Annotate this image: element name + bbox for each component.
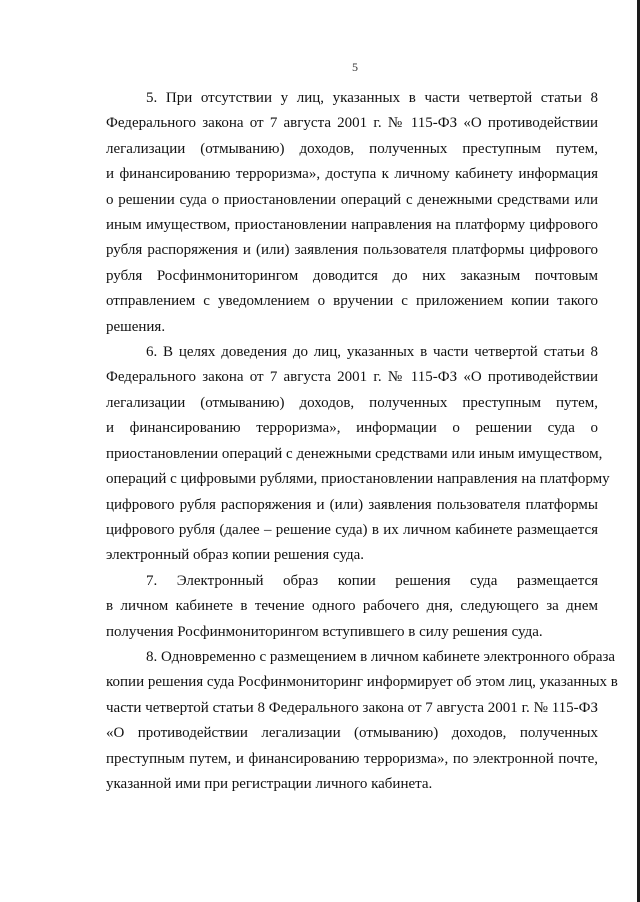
paragraph-line: приостановлении операций с денежными средствами или иным имуществом, (106, 445, 603, 462)
paragraph-line: получения Росфинмониторингом вступившего в силу решения суда. (106, 623, 543, 640)
paragraph-line: 7. Электронный образ копии решения суда размещается (146, 572, 598, 589)
paragraph-line: электронный образ копии решения суда. (106, 547, 364, 564)
paragraph-line: «О противодействии легализации (отмыванию) доходов, полученных (106, 725, 598, 742)
paragraph-line: и финансированию терроризма», информации о решении суда о (106, 420, 598, 437)
paragraph-line: рубля Росфинмониторингом доводится до них заказным почтовым (106, 267, 598, 284)
page-number: 5 (352, 60, 358, 74)
paragraph-8 (106, 645, 618, 797)
paragraph-line: отправлением с уведомлением о вручении с приложением копии такого (106, 293, 598, 310)
paragraph-6 (106, 340, 610, 569)
paragraph-line: 5. При отсутствии у лиц, указанных в части четвертой статьи 8 (146, 90, 598, 106)
paragraph-line: преступным путем, и финансированию терроризма», по электронной почте, (106, 750, 598, 767)
paragraph-line: указанной ими при регистрации личного кабинета. (106, 775, 433, 792)
paragraph-line: операций с цифровыми рублями, приостановлении направления на платформу (106, 471, 610, 488)
paragraph-line: легализации (отмыванию) доходов, полученных преступным путем, (106, 140, 598, 157)
paragraph-line: 6. В целях доведения до лиц, указанных в части четвертой статьи 8 (146, 344, 598, 361)
paragraph-line: в личном кабинете в течение одного рабочего дня, следующего за днем (106, 598, 598, 615)
paragraph-line: о решении суда о приостановлении операций с денежными средствами или (106, 191, 598, 208)
paragraph-line: иным имуществом, приостановлении направления на платформу цифрового (106, 217, 598, 234)
paragraph-7 (106, 569, 598, 645)
paragraph-line: легализации (отмыванию) доходов, полученных преступным путем, (106, 394, 598, 411)
paragraph-line: рубля распоряжения и (или) заявления пользователя платформы цифрового (106, 242, 598, 259)
paragraph-line: Федерального закона от 7 августа 2001 г. № 115-ФЗ «О противодействии (106, 115, 598, 132)
paragraph-line: решения. (106, 318, 166, 335)
paragraph-line: копии решения суда Росфинмониторинг информирует об этом лиц, указанных в (106, 674, 618, 691)
paragraph-line: цифрового рубля распоряжения и (или) заявления пользователя платформы (106, 496, 598, 513)
paragraph-line: цифрового рубля (далее – решение суда) в их личном кабинете размещается (106, 521, 598, 538)
paragraph-line: Федерального закона от 7 августа 2001 г. № 115-ФЗ «О противодействии (106, 369, 598, 386)
paragraph-5 (106, 86, 598, 340)
document-body (106, 86, 618, 797)
paragraph-line: 8. Одновременно с размещением в личном кабинете электронного образа (146, 648, 616, 665)
paragraph-line: и финансированию терроризма», доступа к личному кабинету информация (106, 166, 598, 183)
paragraph-line: части четвертой статьи 8 Федерального закона от 7 августа 2001 г. № 115-ФЗ (106, 699, 598, 716)
